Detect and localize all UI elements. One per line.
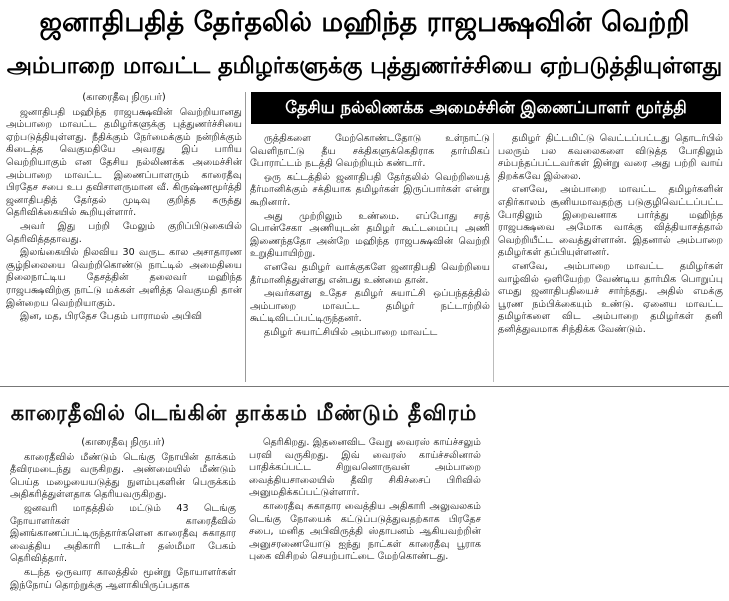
paragraph: ருத்திகளை மேற்கொண்டதோடு உள்நாட்டு வெளிநாட்டு தீய சக்திகளுக்கெதிராக தார்மிகப் போராட்டம் நடத்தி வெற்றியும் கண்டார். bbox=[250, 133, 490, 170]
paragraph: அது முற்றிலும் உண்மை. எப்போது சரத் பொன்சேகா அணியுடன் தமிழர் கூட்டமைப்பு அணி இணைந்ததோ அன்றே மஹிந்த ராஜபக்ஷவின் வெற்றி உறுதியாயிற்று. bbox=[250, 210, 490, 260]
article1-headline-line2: அம்பாறை மாவட்ட தமிழர்களுக்கு புத்துணர்ச்சியை ஏற்படுத்தியுள்ளது bbox=[6, 53, 723, 79]
article-divider bbox=[0, 386, 729, 387]
article2-byline: (காரைதீவு நிருபர்) bbox=[81, 437, 165, 448]
article1-column-2 bbox=[250, 133, 490, 382]
article1-subheading-banner: தேசிய நல்லிணக்க அமைச்சின் இணைப்பாளர் மூர்த்தி bbox=[251, 92, 721, 124]
paragraph: அவர்களது உதேச தமிழர் சுயாட்சி ஒப்பந்தத்தில் அம்பாறை மாவட்ட தமிழர் நட்டாற்றில் கூட்டிவிடப்பட்டிருந்தனர். bbox=[250, 288, 490, 325]
article1-column-3 bbox=[498, 133, 723, 382]
column-divider bbox=[245, 92, 246, 382]
article2-column-1 bbox=[10, 437, 236, 597]
article1-byline: (காரைதீவு நிருபர்) bbox=[82, 92, 166, 103]
paragraph: இன, மத, பிரதேச பேதம் பாராமல் அபிவி bbox=[20, 311, 203, 323]
column-divider bbox=[493, 133, 494, 382]
paragraph: கடந்த ஒருவார காலத்தில் மூன்று நோயாளர்கள் இந்நோய் தொற்றுக்கு ஆளாகியிருப்பதாக bbox=[10, 566, 236, 591]
paragraph: காரைதீவு சுகாதார வைத்திய அதிகாரி அலுவலகம் டெங்கு நோயைக் கட்டுப்படுத்துவதற்காக பிரதேச சபை, மனித அபிவிருத்தி ஸ்தாபனம் ஆகியவற்றின் அனுசரணையோடு ஐந்து நாட்கள் காரைதீவு பூராக புகை விசிறல் செயற்பாட்டை மேற்கொண்டது. bbox=[249, 500, 481, 563]
paragraph: காரைதீவில் மீண்டும் டெங்கு நோயின் தாக்கம் தீவிரமடைந்து வருகிறது. அண்மையில் மீண்டும் பெய்த மழையையடுத்து நுளம்புகளின் பெருக்கம் அதிகரித்துள்ளதாக தெரியவருகிறது. bbox=[10, 451, 236, 501]
paragraph: எனவே, அம்பாறை மாவட்ட தமிழர்களின் எதிர்காலம் சூனியமாவதற்கு படுகுழிவெட்டப்பட்ட போதிலும் இறைவனாக பார்த்து மஹிந்த ராஜபக்ஷவை அமோக வாக்கு வித்தியாசத்தால் வெற்றியீட்ட வைத்துள்ளான். இதனால் அம்பாறை தமிழர்கள் தப்பியுள்ளனர். bbox=[498, 184, 723, 259]
paragraph: ஒரு கட்டத்தில் ஜனாதிபதி தேர்தலில் வெற்றியைத் தீர்மானிக்கும் சக்தியாக தமிழர்கள் இருப்பார்கள் என்று கூறினார். bbox=[250, 171, 490, 208]
paragraph: அவர் இது பற்றி மேலும் குறிப்பிடுகையில் தெரிவித்ததாவது. bbox=[6, 220, 242, 245]
paragraph: தெரிகிறது. இதனைவிட வேறு வைரஸ் காய்ச்சலும் பரவி வருகிறது. இவ் வைரஸ் காய்ச்சலினால் பாதிக்கப்பட்ட சிறுவனொருவன் அம்பாறை வைத்தியசாலையில் தீவிர சிகிச்சைப் பிரிவில் அனுமதிக்கப்பட்டுள்ளார். bbox=[249, 437, 481, 499]
article1-headline-line1: ஜனாதிபதித் தேர்தலில் மஹிந்த ராஜபக்ஷவின் வெற்றி bbox=[39, 7, 690, 38]
paragraph: ஜனவரி மாதத்தில் மட்டும் 43 டெங்கு நோயாளர்கள் காரைதீவில் இனங்காணப்பட்டிருந்தார்களென காரைதீவு சுகாதார வைத்திய அதிகாரி டாக்டர் தஸ்மீமா பேகம் தெரிவித்தார். bbox=[10, 502, 236, 565]
paragraph: எனவே தமிழர் வாக்குகளே ஜனாதிபதி வெற்றியை தீர்மானித்துள்ளது என்பது உண்மை தான். bbox=[250, 261, 490, 286]
paragraph: இலங்கையில் நிலவிய 30 வருட கால அசாதாரண சூழ்நிலையை வெற்றிகொண்டு நாட்டில் அமைதியை நிலைநாட்டிய தேசத்தின் தலைவர் மஹிந்த ராஜபக்ஷவிற்கு நாட்டு மக்கள் அளித்த வெகுமதி தான் இன்றைய வெற்றியாகும். bbox=[6, 247, 242, 309]
paragraph: தமிழர் திட்டமிட்டு வெட்டப்பட்டது தொடர்பில் பலரும் பல கவலைகளை விடுத்த போதிலும் சம்பந்தப்பட்டவர்கள் இன்று வரை அது பற்றி வாய் திறக்கவே இல்லை. bbox=[498, 133, 723, 182]
article2-column-2 bbox=[249, 437, 481, 597]
article1-column-1 bbox=[6, 92, 242, 382]
paragraph: ஜனாதிபதி மஹிந்த ராஜபக்ஷவின் வெற்றியானது அம்பாறை மாவட்ட தமிழர்களுக்கு புத்துணர்ச்சியை ஏற்படுத்தியுள்ளது. நீதிக்கும் நேர்மைக்கும் நன்றிக்கும் கிடைத்த வெகுமதியே அவரது இப் பாரிய வெற்றியாகும் என தேசிய நல்லிணக்க அமைச்சின் அம்பாறை மாவட்ட இணைப்பாளரும் காரைதீவு பிரதேச சபை உப தவிசாளருமான வீ. கிருஷ்ணமூர்த்தி ஜனாதிபதித் தேர்தல் முடிவு குறித்த கருத்து தெரிவிக்கையில் கூறியுள்ளார். bbox=[6, 106, 242, 219]
paragraph: எனவே, அம்பாறை மாவட்ட தமிழர்கள் வாழ்வில் ஒளியேற்ற வேண்டிய தார்மிக பொறுப்பு எமது ஜனாதிபதியைச் சார்ந்தது. அதில் எமக்கு பூரண நம்பிக்கையும் உண்டு. ஏனைய மாவட்ட தமிழர்களை விட அம்பாறை தமிழர்கள் தனி தனித்துவமாக சிந்திக்க வேண்டும். bbox=[498, 260, 723, 335]
article2-headline: காரைதீவில் டெங்கின் தாக்கம் மீண்டும் தீவிரம் bbox=[10, 401, 478, 425]
paragraph: தமிழர் சுயாட்சியில் அம்பாறை மாவட்ட bbox=[264, 326, 438, 338]
